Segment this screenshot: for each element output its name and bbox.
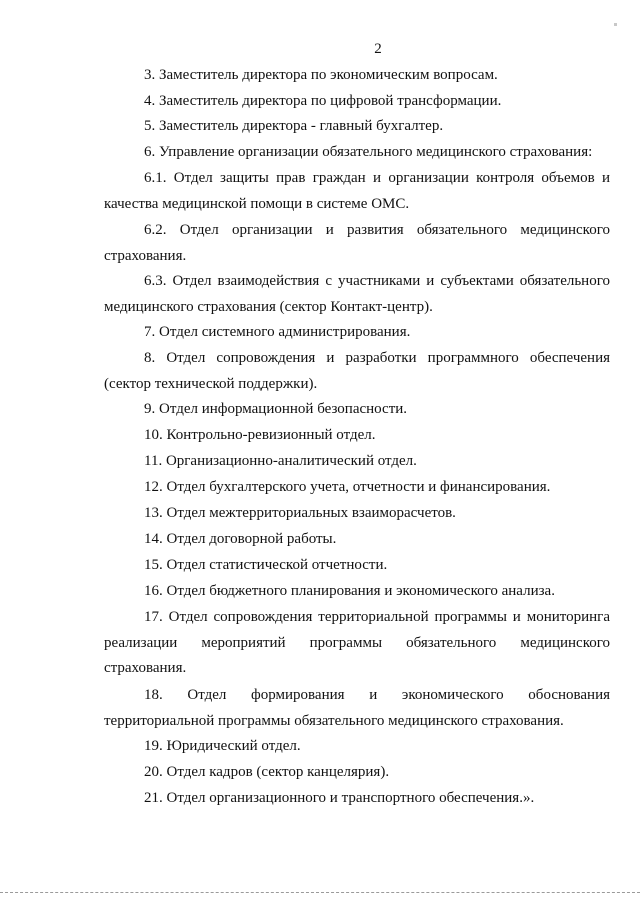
list-item: 6.1. Отдел защиты прав граждан и организации контроля объемов и качества медицинской помощи в системе ОМС. bbox=[104, 170, 610, 212]
list-item: 3. Заместитель директора по экономическим вопросам. bbox=[144, 67, 498, 83]
list-item: 15. Отдел статистической отчетности. bbox=[144, 557, 388, 573]
list-item: 11. Организационно-аналитический отдел. bbox=[144, 453, 417, 469]
list-item: 4. Заместитель директора по цифровой трансформации. bbox=[144, 93, 502, 109]
list-item: 21. Отдел организационного и транспортного обеспечения.». bbox=[144, 790, 535, 806]
list-item: 7. Отдел системного администрирования. bbox=[144, 324, 411, 340]
list-item: 12. Отдел бухгалтерского учета, отчетности и финансирования. bbox=[144, 479, 551, 495]
list-item: 10. Контрольно-ревизионный отдел. bbox=[144, 427, 376, 443]
list-item: 8. Отдел сопровождения и разработки программного обеспечения (сектор технической поддержки). bbox=[104, 350, 610, 392]
list-item: 5. Заместитель директора - главный бухгалтер. bbox=[144, 118, 444, 134]
list-item: 18. Отдел формирования и экономического обоснования территориальной программы обязательного медицинского страхования. bbox=[104, 687, 610, 729]
list-item: 6. Управление организации обязательного медицинского страхования: bbox=[144, 144, 593, 160]
scan-speck bbox=[614, 23, 617, 26]
list-item: 20. Отдел кадров (сектор канцелярия). bbox=[144, 764, 390, 780]
list-item: 16. Отдел бюджетного планирования и экономического анализа. bbox=[144, 583, 555, 599]
list-item: 13. Отдел межтерриториальных взаиморасчетов. bbox=[144, 505, 456, 521]
list-item: 9. Отдел информационной безопасности. bbox=[144, 401, 408, 417]
list-item: 17. Отдел сопровождения территориальной программы и мониторинга реализации мероприятий программы обязательного медицинского страхования. bbox=[104, 609, 610, 676]
list-item: 14. Отдел договорной работы. bbox=[144, 531, 337, 547]
list-item: 6.2. Отдел организации и развития обязательного медицинского страхования. bbox=[104, 222, 610, 264]
list-item: 6.3. Отдел взаимодействия с участниками и субъектами обязательного медицинского страхования (сектор Контакт-центр). bbox=[104, 273, 610, 315]
bottom-rule bbox=[0, 892, 640, 893]
page-number: 2 bbox=[374, 41, 382, 57]
list-item: 19. Юридический отдел. bbox=[144, 738, 301, 754]
